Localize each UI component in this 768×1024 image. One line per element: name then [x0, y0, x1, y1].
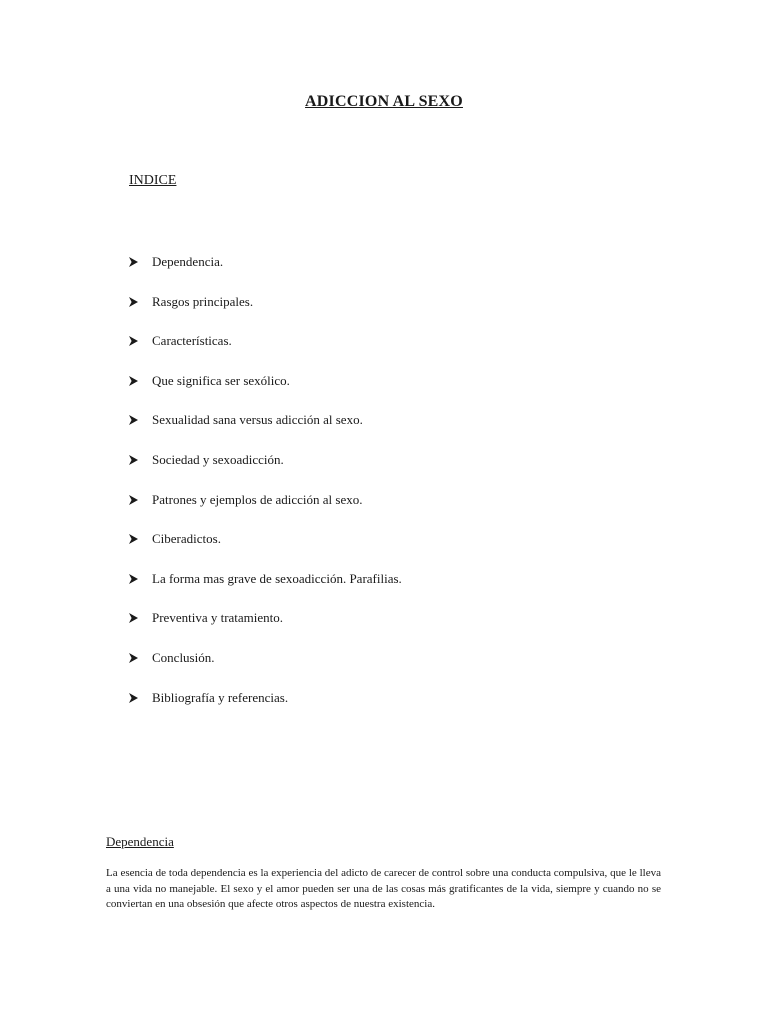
arrowhead-bullet-icon: [129, 531, 139, 547]
toc-item-label: Conclusión.: [152, 649, 215, 665]
toc-item: [129, 610, 402, 650]
toc-item-label: Sexualidad sana versus adicción al sexo.: [152, 412, 363, 428]
toc-item-label: Rasgos principales.: [152, 293, 254, 309]
arrowhead-bullet-icon: [129, 373, 139, 389]
toc-list: [129, 254, 402, 729]
arrowhead-bullet-icon: [129, 294, 139, 310]
toc-item-label: Dependencia.: [152, 254, 224, 269]
toc-item: [129, 531, 402, 571]
index-heading: INDICE: [129, 173, 177, 188]
toc-item: [129, 412, 402, 452]
toc-item: [129, 492, 402, 532]
arrowhead-bullet-icon: [129, 610, 139, 626]
section-heading: Dependencia: [106, 834, 174, 849]
toc-item: [129, 254, 402, 294]
section-paragraph: La esencia de toda dependencia es la experiencia del adicto de carecer de control sobre una conducta compulsiva, que le lleva a una vida no manejable. El sexo y el amor pueden ser una de las cosas más gratificantes de la vida, siempre y cuando no se conviertan en una obsesión que afecte otros aspectos de nuestra existencia.: [106, 867, 661, 910]
arrowhead-bullet-icon: [129, 492, 139, 508]
arrowhead-bullet-icon: [129, 690, 139, 706]
toc-item: [129, 333, 402, 373]
toc-item-label: Sociedad y sexoadicción.: [152, 451, 284, 467]
arrowhead-bullet-icon: [129, 333, 139, 349]
toc-item-label: Que significa ser sexólico.: [152, 372, 290, 388]
arrowhead-bullet-icon: [129, 571, 139, 587]
toc-item: [129, 690, 402, 730]
toc-item: [129, 650, 402, 690]
toc-item-label: Patrones y ejemplos de adicción al sexo.: [152, 491, 363, 507]
toc-item-label: Preventiva y tratamiento.: [152, 610, 284, 626]
toc-item-label: La forma mas grave de sexoadicción. Parafilias.: [152, 570, 402, 586]
arrowhead-bullet-icon: [129, 412, 139, 428]
arrowhead-bullet-icon: [129, 650, 139, 666]
toc-item: [129, 373, 402, 413]
toc-item: [129, 571, 402, 611]
arrowhead-bullet-icon: [129, 452, 139, 468]
arrowhead-bullet-icon: [129, 254, 139, 270]
toc-item: [129, 294, 402, 334]
toc-item-label: Bibliografía y referencias.: [152, 689, 289, 705]
toc-item: [129, 452, 402, 492]
toc-item-label: Ciberadictos.: [152, 531, 221, 547]
page-title: ADICCION AL SEXO: [305, 93, 463, 110]
toc-item-label: Características.: [152, 333, 232, 349]
